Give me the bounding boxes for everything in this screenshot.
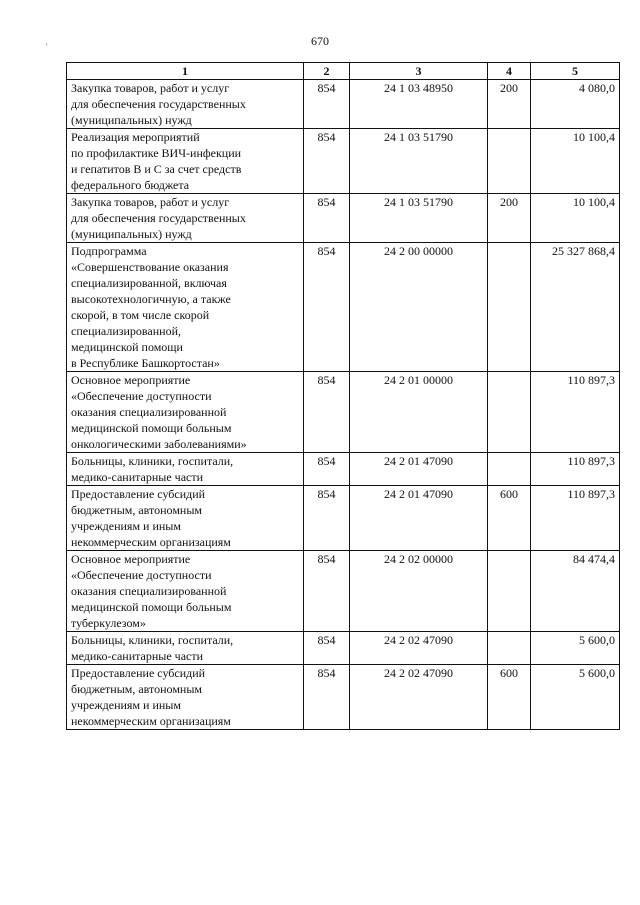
row-name-line: медико-санитарные части xyxy=(71,649,204,663)
row-ministry-code: 854 xyxy=(304,632,350,665)
scan-mark: ' xyxy=(46,42,48,52)
table-row xyxy=(67,194,620,243)
row-ministry-code: 854 xyxy=(304,372,350,453)
row-target-code: 24 2 01 00000 xyxy=(350,372,488,453)
row-ministry-code: 854 xyxy=(304,551,350,632)
row-name-cell xyxy=(67,194,304,243)
row-name-cell xyxy=(67,453,304,486)
row-target-code: 24 2 00 00000 xyxy=(350,243,488,372)
row-expense-type xyxy=(488,129,531,194)
row-name-line: в Республике Башкортостан» xyxy=(71,356,220,370)
row-name-line: Предоставление субсидий xyxy=(71,666,206,680)
table-header xyxy=(67,63,620,80)
row-name-line: специализированной, xyxy=(71,324,182,338)
table-row xyxy=(67,80,620,129)
row-name-line: оказания специализированной xyxy=(71,584,227,598)
table-body xyxy=(67,80,620,730)
row-amount: 110 897,3 xyxy=(531,372,620,453)
row-expense-type: 600 xyxy=(488,486,531,551)
table-row xyxy=(67,243,620,372)
row-name-line: медико-санитарные части xyxy=(71,470,204,484)
row-name-line: некоммерческим организациям xyxy=(71,714,231,728)
row-ministry-code: 854 xyxy=(304,194,350,243)
row-ministry-code: 854 xyxy=(304,665,350,730)
header-col-4: 4 xyxy=(488,63,531,80)
row-ministry-code: 854 xyxy=(304,453,350,486)
row-name-line: для обеспечения государственных xyxy=(71,211,246,225)
row-name-line: бюджетным, автономным xyxy=(71,503,202,517)
row-name-line: Больницы, клиники, госпитали, xyxy=(71,633,234,647)
table-row xyxy=(67,129,620,194)
row-name-cell xyxy=(67,243,304,372)
table-row xyxy=(67,551,620,632)
row-name-line: (муниципальных) нужд xyxy=(71,227,192,241)
row-amount: 84 474,4 xyxy=(531,551,620,632)
row-amount: 5 600,0 xyxy=(531,632,620,665)
row-name-line: Основное мероприятие xyxy=(71,373,191,387)
row-name-cell xyxy=(67,129,304,194)
row-name-line: «Совершенствование оказания xyxy=(71,260,229,274)
row-name-line: учреждениям и иным xyxy=(71,519,181,533)
table-row xyxy=(67,372,620,453)
row-name-cell xyxy=(67,551,304,632)
row-expense-type: 600 xyxy=(488,665,531,730)
row-name-line: медицинской помощи больным xyxy=(71,600,232,614)
row-name-cell xyxy=(67,486,304,551)
header-row xyxy=(67,63,620,80)
row-name-line: и гепатитов В и С за счет средств xyxy=(71,162,242,176)
row-expense-type: 200 xyxy=(488,194,531,243)
row-name-line: по профилактике ВИЧ-инфекции xyxy=(71,146,242,160)
row-name-line: Больницы, клиники, госпитали, xyxy=(71,454,234,468)
row-amount: 110 897,3 xyxy=(531,486,620,551)
row-name-cell xyxy=(67,372,304,453)
row-name-line: «Обеспечение доступности xyxy=(71,389,212,403)
page-number: 670 xyxy=(311,34,329,48)
header-col-2: 2 xyxy=(304,63,350,80)
row-ministry-code: 854 xyxy=(304,80,350,129)
row-name-line: Подпрограмма xyxy=(71,244,147,258)
row-name-cell xyxy=(67,665,304,730)
row-name-line: Реализация мероприятий xyxy=(71,130,200,144)
row-name-line: онкологическими заболеваниями» xyxy=(71,437,247,451)
row-amount: 25 327 868,4 xyxy=(531,243,620,372)
row-target-code: 24 2 02 47090 xyxy=(350,665,488,730)
row-expense-type xyxy=(488,453,531,486)
row-name-line: медицинской помощи больным xyxy=(71,421,232,435)
budget-table xyxy=(66,62,620,730)
row-name-line: Закупка товаров, работ и услуг xyxy=(71,81,230,95)
row-name-line: федерального бюджета xyxy=(71,178,190,192)
row-name-line: «Обеспечение доступности xyxy=(71,568,212,582)
row-amount: 10 100,4 xyxy=(531,194,620,243)
row-name-line: скорой, в том числе скорой xyxy=(71,308,210,322)
row-name-line: для обеспечения государственных xyxy=(71,97,246,111)
row-expense-type xyxy=(488,551,531,632)
row-name-line: некоммерческим организациям xyxy=(71,535,231,549)
row-target-code: 24 1 03 51790 xyxy=(350,129,488,194)
row-expense-type xyxy=(488,372,531,453)
row-name-line: Основное мероприятие xyxy=(71,552,191,566)
row-target-code: 24 2 02 47090 xyxy=(350,632,488,665)
header-col-3: 3 xyxy=(350,63,488,80)
table-row xyxy=(67,486,620,551)
header-col-5: 5 xyxy=(531,63,620,80)
row-target-code: 24 1 03 48950 xyxy=(350,80,488,129)
row-amount: 4 080,0 xyxy=(531,80,620,129)
row-ministry-code: 854 xyxy=(304,129,350,194)
row-target-code: 24 2 01 47090 xyxy=(350,453,488,486)
row-expense-type xyxy=(488,632,531,665)
row-name-line: бюджетным, автономным xyxy=(71,682,202,696)
row-name-cell xyxy=(67,632,304,665)
table-row xyxy=(67,453,620,486)
row-target-code: 24 2 02 00000 xyxy=(350,551,488,632)
row-name-line: Закупка товаров, работ и услуг xyxy=(71,195,230,209)
table-row xyxy=(67,632,620,665)
row-name-line: медицинской помощи xyxy=(71,340,183,354)
row-expense-type: 200 xyxy=(488,80,531,129)
table-row xyxy=(67,665,620,730)
row-amount: 110 897,3 xyxy=(531,453,620,486)
header-col-1: 1 xyxy=(67,63,304,80)
row-target-code: 24 1 03 51790 xyxy=(350,194,488,243)
row-name-line: туберкулезом» xyxy=(71,616,146,630)
row-ministry-code: 854 xyxy=(304,486,350,551)
row-name-line: высокотехнологичную, а также xyxy=(71,292,231,306)
row-name-cell xyxy=(67,80,304,129)
row-name-line: (муниципальных) нужд xyxy=(71,113,192,127)
row-name-line: специализированной, включая xyxy=(71,276,227,290)
row-amount: 10 100,4 xyxy=(531,129,620,194)
row-target-code: 24 2 01 47090 xyxy=(350,486,488,551)
row-name-line: учреждениям и иным xyxy=(71,698,181,712)
row-name-line: Предоставление субсидий xyxy=(71,487,206,501)
row-amount: 5 600,0 xyxy=(531,665,620,730)
row-ministry-code: 854 xyxy=(304,243,350,372)
row-expense-type xyxy=(488,243,531,372)
row-name-line: оказания специализированной xyxy=(71,405,227,419)
